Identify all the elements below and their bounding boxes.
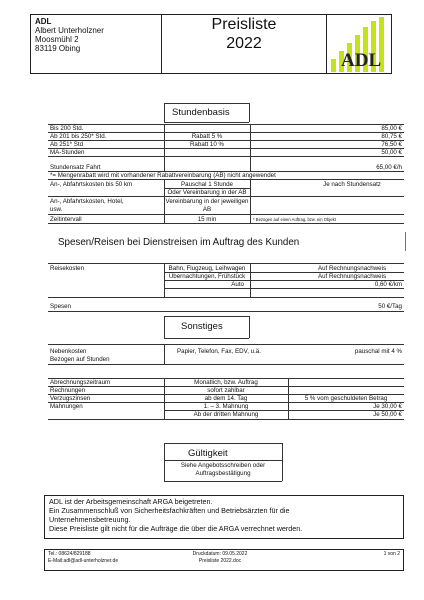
spesen-label: Spesen [50, 303, 71, 310]
travel-item: Übernachtungen, Frühstück [168, 273, 246, 280]
arga-info-line: Diese Preisliste gilt nicht für die Aufträge die über die ARGA verrechnet werden. [49, 524, 303, 533]
doc-title: Preisliste [211, 16, 277, 33]
footer-page-number: 1 von 2 [383, 551, 400, 557]
travel-item: Bahn, Flugzeug, Leihwagen [168, 265, 246, 272]
extra-cost-items: Papier, Telefon, Fax, EDV, u.ä. [177, 348, 261, 355]
validity-text-2: Auftragsbestätigung [195, 470, 251, 477]
gueltigkeit-heading: Gültigkeit [188, 448, 228, 459]
footer-phone: Tel.: 08624/829188 [48, 551, 91, 557]
footer-print-date: Druckdatum: 09.05.2022 [192, 551, 248, 557]
company-name: ADL [35, 17, 52, 26]
stundenbasis-heading: Stundenbasis [172, 107, 230, 118]
travel-item-value: Auf Rechnungsnachweis [317, 273, 387, 280]
billing-label: Verzugszinsen [50, 395, 91, 402]
travel-cost-label: An-, Abfahrtskosten bis 50 km [50, 181, 133, 188]
extra-cost-value: pauschal mit 4 % [354, 348, 402, 355]
travel-item: Auto [231, 281, 244, 288]
arga-info-line: Unternehmensbetreuung. [49, 515, 131, 524]
billing-value: Je 30,00 € [373, 403, 402, 410]
travel-cost-value: Je nach Stundensatz [323, 181, 381, 188]
adl-logo [327, 15, 391, 73]
hotel-cost-label-2: usw. [50, 206, 63, 213]
doc-year: 2022 [226, 35, 262, 52]
time-interval-note: * Bezogen auf einen Auftrag, bzw. ein Objekt [253, 217, 336, 222]
extra-cost-label: Nebenkosten [50, 348, 87, 355]
rate-row-value: 76,50 € [381, 141, 402, 148]
sonstiges-heading: Sonstiges [181, 321, 223, 332]
rate-row-value: 85,00 € [381, 125, 402, 132]
rate-row-label: MA-Stunden [50, 149, 85, 156]
hotel-cost-label: An-, Abfahrtskosten, Hotel, [50, 198, 124, 205]
billing-label: Abrechnungszeitraum [50, 379, 111, 386]
hotel-cost-agreement: Vereinbarung in der jeweiligen [165, 198, 249, 205]
billing-label: Rechnungen [50, 387, 86, 394]
footer-email: E-Mail:adl@adl-unterholzner.de [48, 558, 119, 564]
discount-footnote: *= Mengenrabatt wird mit vorhandener Rabattvereinbarung (AB) nicht angewendet [50, 172, 276, 179]
billing-value: 5 % vom geschuldeten Betrag [304, 395, 388, 402]
rate-row-value: 80,75 € [381, 133, 402, 140]
billing-term: 1. – 3. Mahnung [203, 403, 249, 410]
time-interval-label: Zeitintervall [50, 216, 82, 223]
billing-value: Je 50,00 € [373, 411, 402, 418]
time-interval-value: 15 min [197, 216, 217, 223]
rate-row-label: Ab 251* Std [50, 141, 84, 148]
extra-cost-label-2: Bezogen auf Stunden [50, 356, 110, 363]
billing-term: ab dem 14. Tag [204, 395, 248, 402]
travel-cost-agreement: Oder Vereinbarung in der AB [167, 189, 247, 196]
rate-row-value: 65,00 €/h [376, 164, 402, 171]
rate-row-label: Ab 201 bis 250* Std. [50, 133, 107, 140]
logo-text: ADL [341, 50, 382, 71]
billing-term: Monatlich, bzw. Auftrag [194, 379, 258, 386]
rate-row-value: 50,00 € [381, 149, 402, 156]
rate-row-label: Bis 200 Std. [50, 125, 84, 132]
owner-name: Albert Unterholzner [35, 26, 104, 35]
spesen-value: 50 €/Tag [378, 303, 402, 310]
arga-info-line: ADL ist der Arbeitsgemeinschaft ARGA beigetreten. [49, 497, 213, 506]
billing-term: sofort zahlbar [207, 387, 245, 394]
arga-info-line: Ein Zusammenschluß von Sicherheitsfachkräften und Betriebsärzten für die [49, 506, 290, 515]
rate-row-discount: Rabatt 10 % [189, 141, 225, 148]
hotel-cost-agreement-2: AB [202, 206, 212, 213]
address-city: 83119 Obing [35, 44, 81, 53]
travel-item-value: Auf Rechnungsnachweis [317, 265, 387, 272]
address-street: Moosmühl 2 [35, 35, 79, 44]
rate-row-discount: Rabatt 5 % [191, 133, 223, 140]
travel-label: Reisekosten [50, 265, 85, 272]
footer-filename: Preisliste 2022.doc [198, 558, 242, 564]
travel-item-value: 0,60 €/km [374, 281, 402, 288]
spesen-heading: Spesen/Reisen bei Dienstreisen im Auftrag des Kunden [58, 237, 300, 248]
travel-cost-flat: Pauschal 1 Stunde [181, 181, 233, 188]
billing-term: Ab der dritten Mahnung [193, 411, 259, 418]
rate-row-label: Stundensatz Fahrt [50, 164, 101, 171]
billing-label: Mahnungen [50, 403, 83, 410]
validity-text: Siehe Angebotsschreiben oder [180, 462, 266, 469]
